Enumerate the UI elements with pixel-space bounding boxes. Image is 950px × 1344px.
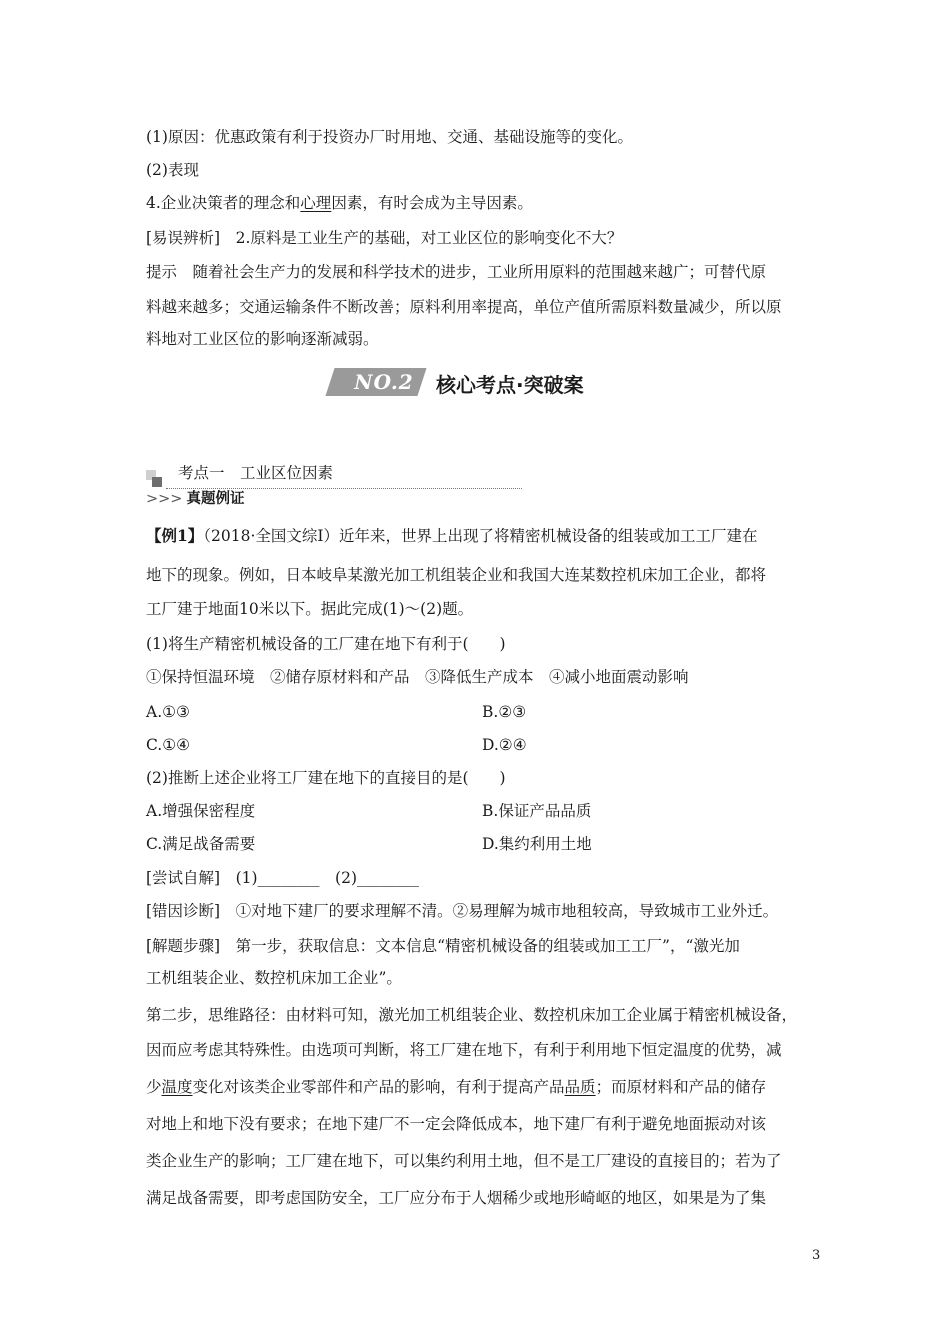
option-d: D.②④ <box>482 736 527 754</box>
example-line: 工厂建于地面10米以下。据此完成(1)～(2)题。 <box>146 600 474 618</box>
analysis-line: 因而应考虑其特殊性。由选项可判断，将工厂建在地下，有利于利用地下恒定温度的优势，减 <box>146 1041 782 1059</box>
option-a: A.①③ <box>146 703 190 721</box>
option-c: C.满足战备需要 <box>146 835 256 853</box>
hint-line: 料地对工业区位的影响逐渐减弱。 <box>146 330 379 348</box>
underlined-term: 温度 <box>161 1078 193 1096</box>
subsection-label: 真题例证 <box>186 491 245 507</box>
underlined-term: 心理 <box>300 194 332 212</box>
triple-chevron-icon: >>> <box>146 491 183 507</box>
underlined-term: 品质 <box>564 1078 596 1096</box>
option-a: A.增强保密程度 <box>146 802 256 820</box>
try-answer-line: [尝试自解] (1)________ (2)________ <box>146 869 420 887</box>
option-b: B.②③ <box>482 703 527 721</box>
banner-tag-text: NO.2 <box>354 370 414 394</box>
error-diagnosis-line: [错因诊断] ①对地下建厂的要求理解不清。②易理解为城市地租较高，导致城市工业外迁。 <box>146 902 779 920</box>
text-line: (1)原因：优惠政策有利于投资办厂时用地、交通、基础设施等的变化。 <box>146 128 633 146</box>
analysis-line: 满足战备需要，即考虑国防安全，工厂应分布于人烟稀少或地形崎岖的地区，如果是为了集 <box>146 1189 767 1207</box>
text-span: 少 <box>146 1078 162 1096</box>
page-number: 3 <box>812 1248 821 1263</box>
text-line: [易误辨析] 2.原料是工业生产的基础，对工业区位的影响变化不大？ <box>146 229 623 247</box>
hint-line: 提示 随着社会生产力的发展和科学技术的进步，工业所用原料的范围越来越广；可替代原 <box>146 263 767 281</box>
text-span: 因素，有时会成为主导因素。 <box>331 194 533 212</box>
question-1: (1)将生产精密机械设备的工厂建在地下有利于( ) <box>146 635 506 653</box>
square-bullet-icon <box>146 470 164 488</box>
banner-title: 核心考点·突破案 <box>436 373 584 397</box>
question-1-items: ①保持恒温环境 ②储存原材料和产品 ③降低生产成本 ④减小地面震动影响 <box>146 668 689 686</box>
question-2: (2)推断上述企业将工厂建在地下的直接目的是( ) <box>146 769 506 787</box>
text-span: （2018·全国文综Ⅰ）近年来，世界上出现了将精密机械设备的组装或加工工厂建在 <box>203 527 758 545</box>
example-label: 【例1】 <box>146 526 204 545</box>
section-title: 考点一 工业区位因素 <box>178 464 334 482</box>
text-line <box>146 192 820 214</box>
analysis-line: 类企业生产的影响；工厂建在地下，可以集约利用土地，但不是工厂建设的直接目的；若为了 <box>146 1152 782 1170</box>
analysis-line: 对地上和地下没有要求；在地下建厂不一定会降低成本，地下建厂有利于避免地面振动对该 <box>146 1115 767 1133</box>
example-line <box>146 525 820 547</box>
option-b: B.保证产品品质 <box>482 802 592 820</box>
example-line: 地下的现象。例如，日本岐阜某激光加工机组装企业和我国大连某数控机床加工企业，都将 <box>146 566 767 584</box>
analysis-line: 第二步，思维路径：由材料可知，激光加工机组装企业、数控机床加工企业属于精密机械设备， <box>146 1006 798 1024</box>
analysis-line <box>146 1076 820 1098</box>
text-line: (2)表现 <box>146 161 199 179</box>
steps-line: [解题步骤] 第一步，获取信息：文本信息“精密机械设备的组装或加工工厂”，“激光加 <box>146 937 740 955</box>
steps-line: 工机组装企业、数控机床加工企业”。 <box>146 969 402 987</box>
option-c: C.①④ <box>146 736 191 754</box>
hint-line: 料越来越多；交通运输条件不断改善；原料利用率提高，单位产值所需原料数量减少，所以原 <box>146 298 782 316</box>
subsection-title <box>146 488 244 510</box>
text-span: 变化对该类企业零部件和产品的影响，有利于提高产品 <box>192 1078 565 1096</box>
text-span: 4.企业决策者的理念和 <box>146 194 301 212</box>
text-span: ；而原材料和产品的储存 <box>595 1078 767 1096</box>
option-d: D.集约利用土地 <box>482 835 592 853</box>
